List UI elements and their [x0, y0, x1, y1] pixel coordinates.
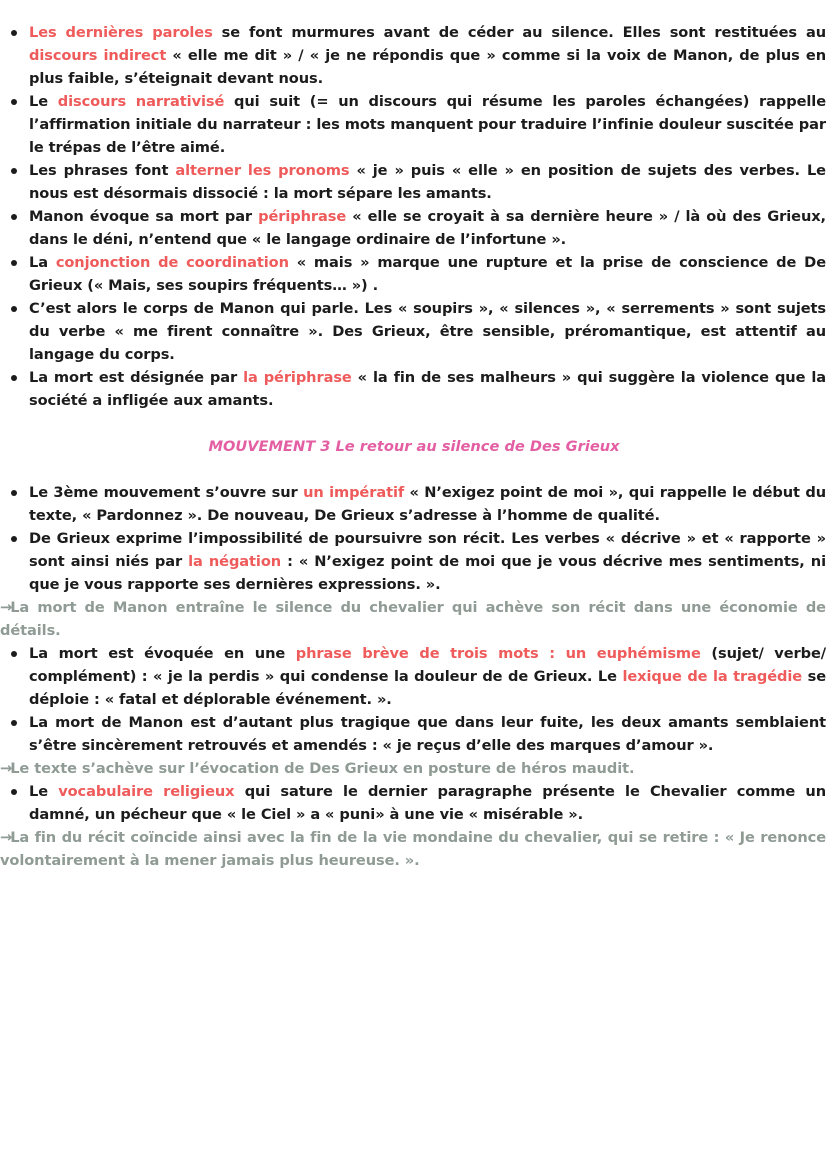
bullet-item [29, 780, 826, 826]
conclusion-arrow-line [0, 826, 828, 872]
body-text: « elle me dit » / « je ne répondis que » comme si la voix de Manon, de plus en plus faible, s’éteignait devant nous. [29, 47, 826, 87]
highlighted-term: Les dernières paroles [29, 24, 213, 41]
body-text: « mais » marque une rupture et la prise de conscience de De Grieux (« Mais, ses soupirs fréquents… ») . [29, 254, 826, 294]
body-text: : « N’exigez point de moi que je vous décrive mes sentiments, ni que je vous rapporte ses dernières expressions. ». [29, 553, 826, 593]
body-text: Le 3ème mouvement s’ouvre sur [29, 484, 304, 501]
body-text: La mort est désignée par [29, 369, 244, 386]
arrow-right-icon: → [0, 829, 11, 846]
analysis-bullet-list [0, 481, 828, 596]
bullet-item [29, 642, 826, 711]
conclusion-text: La mort de Manon entraîne le silence du chevalier qui achève son récit dans une économie de détails. [0, 599, 826, 639]
bullet-item [29, 90, 826, 159]
body-text: (sujet/ verbe/ complément) : « je la perdis » qui condense la douleur de de Grieux. Le [29, 645, 826, 685]
body-text: se déploie : « fatal et déplorable événement. ». [29, 668, 826, 708]
body-text: La mort est évoquée en une [29, 645, 296, 662]
body-text: Manon évoque sa mort par [29, 208, 259, 225]
highlighted-term: phrase brève de trois mots : un euphémisme [295, 645, 701, 662]
body-text: De Grieux exprime l’impossibilité de poursuivre son récit. Les verbes « décrive » et « rapporte » sont ainsi niés par [29, 530, 826, 570]
body-text: Les phrases font [29, 162, 176, 179]
highlighted-term: lexique de la tragédie [622, 668, 803, 685]
bullet-item [29, 711, 826, 757]
bullet-item [29, 205, 826, 251]
analysis-bullet-list [0, 780, 828, 826]
section-mouvement-3-analysis [0, 481, 828, 872]
arrow-right-icon: → [0, 599, 11, 616]
conclusion-text: La fin du récit coïncide ainsi avec la fin de la vie mondaine du chevalier, qui se retire : « Je renonce volontairement à la mener jamais plus heureuse. ». [0, 829, 826, 869]
highlighted-term: vocabulaire religieux [58, 783, 235, 800]
highlighted-term: discours indirect [29, 47, 167, 64]
body-text: qui suit (= un discours qui résume les paroles échangées) rappelle l’affirmation initiale du narrateur : les mots manquent pour traduire l’infinie douleur suscitée par le trépas de l’être aimé. [29, 93, 826, 156]
highlighted-term: périphrase [258, 208, 347, 225]
bullet-item [29, 251, 826, 297]
body-text: « elle se croyait à sa dernière heure » / là où des Grieux, dans le déni, n’entend que « le langage ordinaire de l’infortune ». [29, 208, 827, 248]
highlighted-term: la périphrase [243, 369, 352, 386]
analysis-bullet-list [0, 642, 828, 757]
conclusion-arrow-line [0, 757, 828, 780]
body-text: La mort de Manon est d’autant plus tragique que dans leur fuite, les deux amants semblaient s’être sincèrement retrouvés et amendés : « je reçus d’elle des marques d’amour ». [29, 714, 826, 754]
highlighted-term: discours narrativisé [57, 93, 225, 110]
highlighted-term: alterner les pronoms [175, 162, 350, 179]
bullet-item [29, 481, 826, 527]
arrow-right-icon: → [0, 760, 11, 777]
body-text: C’est alors le corps de Manon qui parle. Les « soupirs », « silences », « serrements » sont sujets du verbe « me firent connaître ». Des Grieux, être sensible, préromantique, est attentif au langage du corps. [29, 300, 826, 363]
highlighted-term: conjonction de coordination [55, 254, 289, 271]
bullet-item [29, 527, 826, 596]
analysis-bullet-list [0, 21, 828, 412]
body-text: Le [29, 783, 59, 800]
highlighted-term: un impératif [303, 484, 405, 501]
body-text: Le [29, 93, 58, 110]
bullet-item [29, 297, 826, 366]
body-text: se font murmures avant de céder au silence. Elles sont restituées au [212, 24, 826, 41]
body-text: La [29, 254, 56, 271]
bullet-item [29, 366, 826, 412]
highlighted-term: la négation [188, 553, 282, 570]
conclusion-text: Le texte s’achève sur l’évocation de Des Grieux en posture de héros maudit. [10, 760, 635, 777]
bullet-item [29, 21, 826, 90]
conclusion-arrow-line [0, 596, 828, 642]
body-text: « la fin de ses malheurs » qui suggère la violence que la société a infligée aux amants. [29, 369, 826, 409]
body-text: « je » puis « elle » en position de sujets des verbes. Le nous est désormais dissocié : la mort sépare les amants. [29, 162, 826, 202]
section-heading: MOUVEMENT 3 Le retour au silence de Des Grieux [208, 438, 620, 455]
bullet-item [29, 159, 826, 205]
body-text: qui sature le dernier paragraphe présente le Chevalier comme un damné, un pécheur que « le Ciel » a « puni» à une vie « misérable ». [29, 783, 826, 823]
body-text: « N’exigez point de moi », qui rappelle le début du texte, « Pardonnez ». De nouveau, De Grieux s’adresse à l’homme de qualité. [29, 484, 826, 524]
section-mouvement-2-analysis [0, 0, 828, 412]
